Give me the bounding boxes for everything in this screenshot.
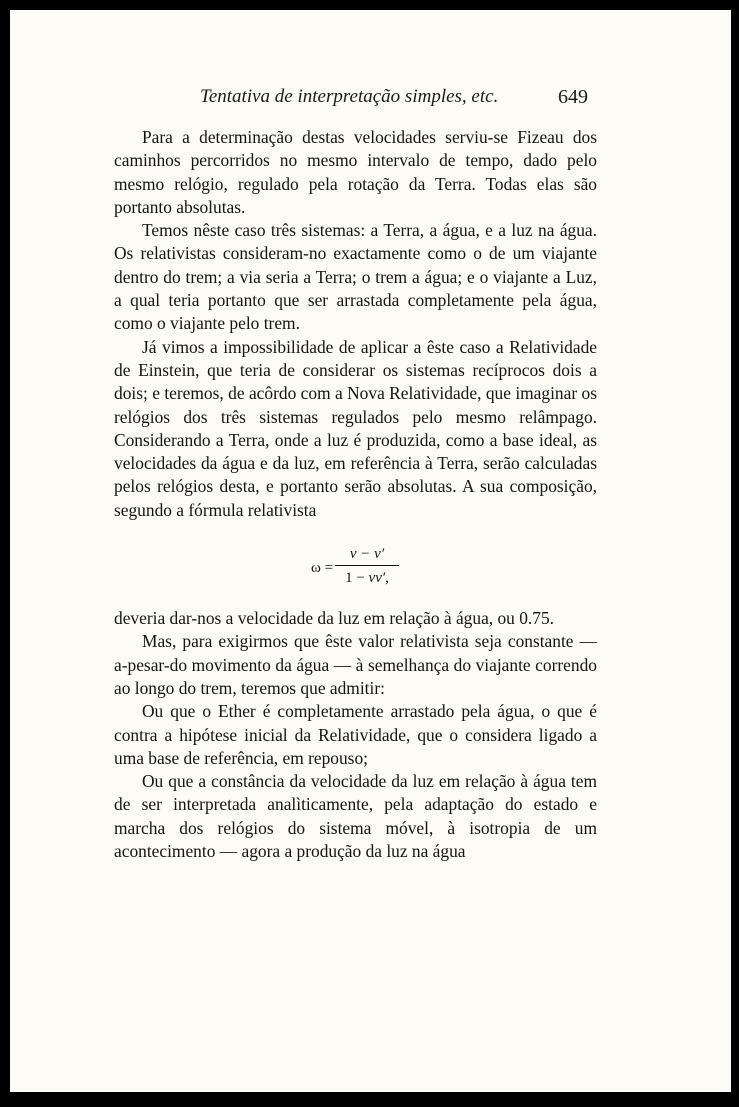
paragraph-2: Temos nêste caso três sistemas: a Terra, a água, e a luz na água. Os relativistas consideram-no exactamente como o de um viajante dentro do trem; a via seria a Terra; o trem a água; e o viajante a Luz, a qual teria portanto que ser arrastada completamente pela água, como o viajante pelo trem. xyxy=(114,220,597,334)
denominator-one: 1 − xyxy=(345,570,365,587)
page-number: 649 xyxy=(558,86,588,108)
running-header xyxy=(10,86,731,116)
denominator-variable: vv′ xyxy=(368,570,386,587)
formula-trailing-comma: , xyxy=(385,570,389,587)
paragraph-1: Para a determinação destas velocidades serviu-se Fizeau dos caminhos percorridos no mesmo intervalo de tempo, dado pelo mesmo relógio, regulado pela rotação da Terra. Todas elas são portanto absolutas. xyxy=(114,127,597,217)
paragraph-6: Ou que o Ether é completamente arrastado pela água, o que é contra a hipótese inicial da Relatividade, que o considera ligado a uma base de referência, em repouso; xyxy=(114,701,597,768)
paragraph-4: deveria dar-nos a velocidade da luz em relação à água, ou 0.75. xyxy=(114,608,555,629)
fraction-bar xyxy=(335,565,399,566)
running-title: Tentativa de interpretação simples, etc. xyxy=(200,86,499,107)
formula-numerator: v − v′ xyxy=(349,546,385,563)
book-page xyxy=(10,10,731,1092)
formula-lhs: ω = xyxy=(311,560,334,577)
paragraph-5: Mas, para exigirmos que êste valor relativista seja constante — a-pesar-do movimento da água — à semelhança do viajante correndo ao longo do trem, teremos que admitir: xyxy=(114,631,597,698)
paragraph-3: Já vimos a impossibilidade de aplicar a êste caso a Relatividade de Einstein, que teria de considerar os sistemas recíprocos dois a dois; e teremos, de acôrdo com a Nova Relatividade, que imaginar os relógios dos três sistemas regulados pelo mesmo relâmpago. Considerando a Terra, onde a luz é produzida, como a base ideal, as velocidades da água e da luz, em referência à Terra, serão calculadas pelos relógios desta, e portanto serão absolutas. A sua composição, segundo a fórmula relativista xyxy=(114,336,597,520)
formula-fraction xyxy=(335,544,399,588)
formula-block xyxy=(114,522,597,607)
formula-denominator xyxy=(335,568,399,588)
paragraph-7: Ou que a constância da velocidade da luz em relação à água tem de ser interpretada analìticamente, pela adaptação do estado e marcha dos relógios do sistema móvel, à isotropia de um acontecimento — agora a produção da luz na água xyxy=(114,771,597,862)
body-text xyxy=(114,126,597,863)
